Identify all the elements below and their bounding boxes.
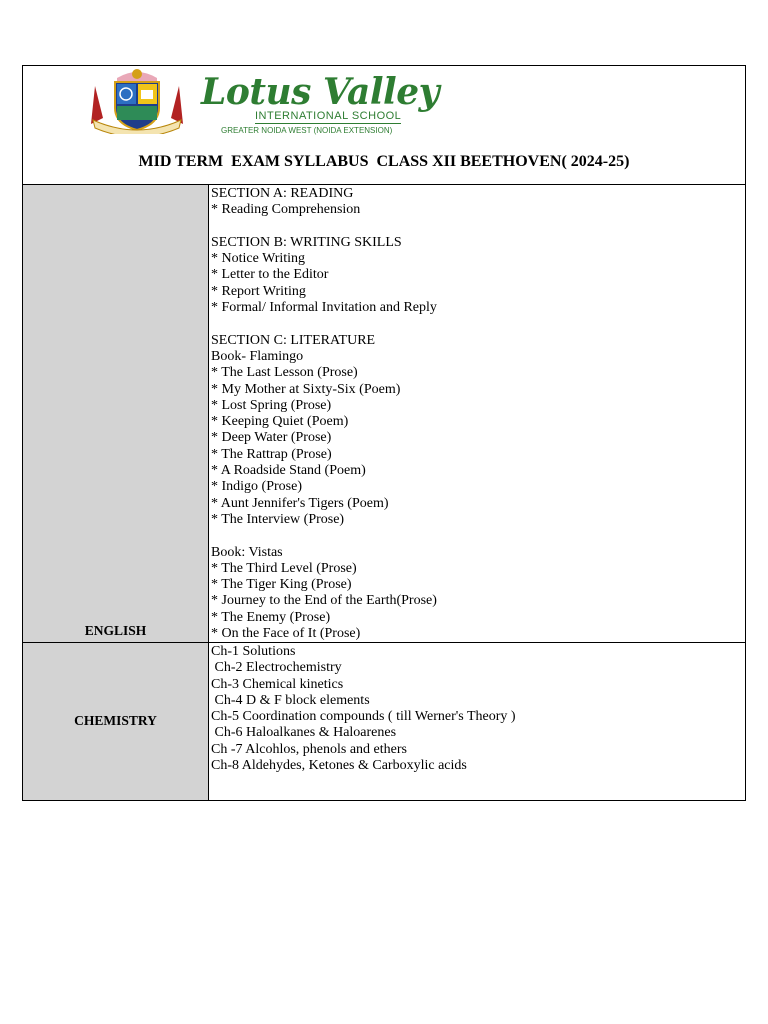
syllabus-line: Ch-6 Haloalkanes & Haloarenes (211, 725, 397, 741)
school-location: GREATER NOIDA WEST (NOIDA EXTENSION) (221, 126, 393, 135)
syllabus-line: * The Rattrap (Prose) (211, 446, 332, 462)
subject-name: CHEMISTRY (74, 713, 157, 728)
syllabus-line: * Journey to the End of the Earth(Prose) (211, 593, 437, 609)
syllabus-line: * The Enemy (Prose) (211, 609, 331, 625)
syllabus-content (209, 643, 745, 800)
subject-cell (23, 185, 209, 642)
page-title: MID TERM EXAM SYLLABUS CLASS XII BEETHOVEN( 2024-25) (138, 153, 630, 170)
syllabus-line: SECTION C: LITERATURE (211, 332, 376, 348)
syllabus-line: Ch -7 Alcohlos, phenols and ethers (211, 741, 407, 757)
syllabus-line: Ch-4 D & F block elements (211, 692, 370, 708)
syllabus-line: * The Last Lesson (Prose) (211, 365, 358, 381)
school-name: Lotus Valley (201, 71, 440, 113)
syllabus-line: Ch-3 Chemical kinetics (211, 676, 344, 692)
school-logo (201, 71, 440, 135)
syllabus-line: * Reading Comprehension (211, 202, 361, 218)
syllabus-line: * Keeping Quiet (Poem) (211, 414, 349, 430)
subject-name: ENGLISH (84, 623, 147, 638)
syllabus-line (211, 528, 745, 544)
syllabus-line: Ch-2 Electrochemistry (211, 660, 342, 676)
school-type: INTERNATIONAL SCHOOL (255, 110, 402, 122)
syllabus-line: * Letter to the Editor (211, 267, 329, 283)
syllabus-line: * Aunt Jennifer's Tigers (Poem) (211, 495, 389, 511)
syllabus-line: * The Interview (Prose) (211, 511, 345, 527)
syllabus-line: Book: Vistas (211, 544, 283, 560)
syllabus-line: * The Tiger King (Prose) (211, 577, 352, 593)
syllabus-line: Ch-5 Coordination compounds ( till Werner's Theory ) (211, 709, 516, 725)
syllabus-line: * On the Face of It (Prose) (211, 626, 361, 642)
syllabus-line: * My Mother at Sixty-Six (Poem) (211, 381, 401, 397)
subject-cell (23, 643, 209, 800)
syllabus-line: * Notice Writing (211, 251, 306, 267)
syllabus-line: SECTION B: WRITING SKILLS (211, 234, 402, 250)
syllabus-line: * Formal/ Informal Invitation and Reply (211, 300, 437, 316)
syllabus-line: * Lost Spring (Prose) (211, 397, 332, 413)
syllabus-line: * Deep Water (Prose) (211, 430, 332, 446)
syllabus-line: Ch-8 Aldehydes, Ketones & Carboxylic acids (211, 758, 467, 774)
syllabus-line: Ch-1 Solutions (211, 644, 296, 659)
school-crest-icon (89, 66, 185, 134)
syllabus-line: * A Roadside Stand (Poem) (211, 463, 366, 479)
subject-row-english (23, 185, 745, 643)
syllabus-line: Book- Flamingo (211, 348, 304, 364)
syllabus-line: * Indigo (Prose) (211, 479, 302, 495)
syllabus-line: * The Third Level (Prose) (211, 560, 357, 576)
subject-row-chemistry (23, 643, 745, 800)
syllabus-line: * Report Writing (211, 283, 306, 299)
syllabus-line: SECTION A: READING (211, 186, 354, 201)
syllabus-content (209, 185, 745, 642)
syllabus-line (211, 219, 745, 235)
syllabus-sheet (22, 65, 746, 801)
header (23, 66, 745, 185)
syllabus-line (211, 316, 745, 332)
